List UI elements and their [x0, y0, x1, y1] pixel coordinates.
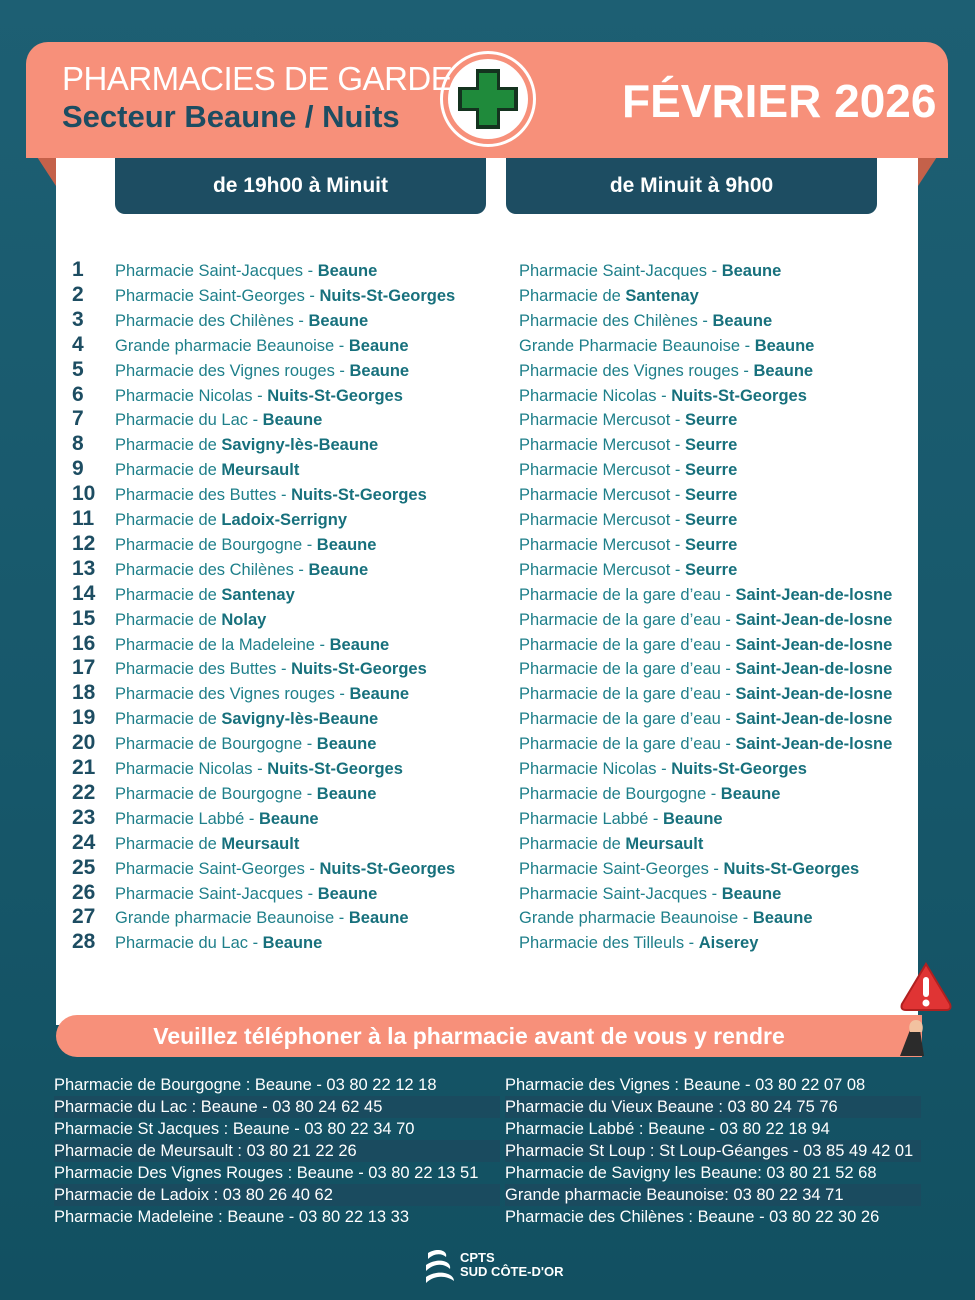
- pharmacy-city: Santenay: [625, 287, 699, 305]
- pharmacy-city: Beaune: [316, 536, 377, 554]
- day-number: 10: [72, 482, 96, 505]
- pharmacy-name: Pharmacie de Bourgogne -: [519, 785, 721, 803]
- day-number: 26: [72, 881, 96, 904]
- pharmacy-city: Seurre: [684, 411, 738, 429]
- pharmacy-name: Pharmacie de la gare d’eau -: [519, 685, 736, 703]
- pharmacy-name: Pharmacie des Tilleuls -: [519, 934, 699, 952]
- evening-pharmacy: [115, 657, 427, 681]
- night-pharmacy: [519, 757, 807, 781]
- pharmacy-name: Pharmacie du Lac -: [115, 934, 263, 952]
- night-pharmacy: [519, 732, 892, 756]
- night-pharmacy: [519, 309, 772, 333]
- pharmacy-name: Pharmacie de Bourgogne -: [115, 735, 317, 753]
- pharmacy-name: Pharmacie Nicolas -: [519, 387, 672, 405]
- phone-entry: Pharmacie des Vignes : Beaune - 03 80 22 07 08: [505, 1076, 866, 1094]
- pharmacy-name: Grande pharmacie Beaunoise -: [519, 909, 753, 927]
- night-pharmacy: [519, 558, 737, 582]
- pharmacy-name: Pharmacie Saint-Jacques -: [519, 885, 722, 903]
- evening-pharmacy: [115, 508, 347, 532]
- pharmacy-city: Savigny-lès-Beaune: [221, 710, 379, 728]
- pharmacy-city: Beaune: [348, 337, 409, 355]
- night-pharmacy: [519, 633, 892, 657]
- pharmacy-city: Seurre: [684, 486, 738, 504]
- pharmacy-name: Pharmacie Nicolas -: [115, 760, 268, 778]
- pharmacy-city: Beaune: [316, 735, 377, 753]
- phone-entry: Grande pharmacie Beaunoise: 03 80 22 34 71: [505, 1184, 921, 1206]
- pharmacy-name: Pharmacie Mercusot -: [519, 536, 685, 554]
- phone-entry: Pharmacie de Ladoix : 03 80 26 40 62: [54, 1184, 500, 1206]
- day-number: 8: [72, 432, 84, 455]
- evening-pharmacy: [115, 732, 376, 756]
- pharmacy-name: Pharmacie de la gare d’eau -: [519, 586, 736, 604]
- pharmacy-city: Meursault: [221, 461, 300, 479]
- evening-pharmacy: [115, 384, 403, 408]
- pharmacy-name: Pharmacie de la Madeleine -: [115, 636, 330, 654]
- pharmacy-name: Grande Pharmacie Beaunoise -: [519, 337, 755, 355]
- pharmacy-city: Nuits-St-Georges: [319, 860, 456, 878]
- logo-line-2: SUD CÔTE-D'OR: [460, 1264, 564, 1279]
- cpts-logo: [424, 1245, 563, 1285]
- night-pharmacy: [519, 334, 814, 358]
- phone-entry: Pharmacie Des Vignes Rouges : Beaune - 03 80 22 13 51: [54, 1164, 479, 1182]
- day-number: 17: [72, 656, 96, 679]
- pharmacy-city: Nuits-St-Georges: [671, 387, 807, 405]
- pharmacy-name: Pharmacie Saint-Jacques -: [115, 885, 318, 903]
- pharmacy-city: Beaune: [720, 785, 781, 803]
- evening-pharmacy: [115, 608, 266, 632]
- pharmacy-city: Beaune: [259, 810, 319, 828]
- pharmacy-name: Pharmacie des Buttes -: [115, 660, 292, 678]
- pharmacy-city: Meursault: [221, 835, 300, 853]
- evening-pharmacy: [115, 309, 368, 333]
- pharmacy-name: Pharmacie de: [115, 436, 222, 454]
- pharmacy-city: Beaune: [754, 337, 815, 355]
- evening-pharmacy: [115, 832, 299, 856]
- day-number: 4: [72, 333, 84, 356]
- evening-pharmacy: [115, 458, 299, 482]
- pharmacy-city: Saint-Jean-de-losne: [735, 735, 893, 753]
- day-number: 12: [72, 532, 96, 555]
- night-pharmacy: [519, 906, 813, 930]
- pharmacy-city: Beaune: [663, 810, 723, 828]
- pharmacy-city: Nuits-St-Georges: [291, 486, 427, 504]
- pharmacy-name: Pharmacie des Chilènes -: [115, 312, 309, 330]
- day-number: 5: [72, 358, 84, 381]
- night-pharmacy: [519, 782, 780, 806]
- evening-pharmacy: [115, 558, 368, 582]
- day-number: 27: [72, 905, 96, 928]
- pharmacy-name: Pharmacie de: [519, 287, 626, 305]
- pharmacy-city: Beaune: [349, 362, 410, 380]
- pharmacy-name: Pharmacie Mercusot -: [519, 411, 685, 429]
- pharmacy-city: Beaune: [262, 934, 323, 952]
- phone-entry: Pharmacie des Chilènes : Beaune - 03 80 22 30 26: [505, 1208, 880, 1226]
- night-pharmacy: [519, 508, 737, 532]
- pharmacy-city: Beaune: [317, 885, 378, 903]
- evening-pharmacy: [115, 757, 403, 781]
- logo-line-1: CPTS: [460, 1250, 495, 1265]
- pharmacy-city: Seurre: [684, 461, 738, 479]
- cpts-wave-icon: [424, 1245, 458, 1285]
- phone-entry: Pharmacie Madeleine : Beaune - 03 80 22 13 33: [54, 1208, 409, 1226]
- month-label: FÉVRIER 2026: [622, 75, 937, 127]
- pharmacy-name: Pharmacie Labbé -: [519, 810, 663, 828]
- day-number: 19: [72, 706, 96, 729]
- pharmacy-city: Saint-Jean-de-losne: [735, 636, 893, 654]
- phone-entry: Pharmacie de Savigny les Beaune: 03 80 21 52 68: [505, 1164, 877, 1182]
- evening-pharmacy: [115, 359, 409, 383]
- day-number: 11: [72, 507, 95, 530]
- pharmacy-city: Nuits-St-Georges: [723, 860, 860, 878]
- pharmacy-name: Pharmacie des Buttes -: [115, 486, 292, 504]
- pharmacy-name: Pharmacie Nicolas -: [519, 760, 672, 778]
- pharmacy-name: Pharmacie de: [519, 835, 626, 853]
- pharmacy-city: Beaune: [348, 909, 409, 927]
- pharmacy-city: Beaune: [308, 312, 369, 330]
- pharmacy-name: Pharmacie Mercusot -: [519, 511, 685, 529]
- evening-pharmacy: [115, 857, 455, 881]
- pharmacy-name: Pharmacie des Vignes rouges -: [115, 362, 350, 380]
- pharmacy-city: Saint-Jean-de-losne: [735, 660, 893, 678]
- pharmacy-city: Saint-Jean-de-losne: [735, 685, 893, 703]
- pharmacy-city: Seurre: [684, 536, 738, 554]
- pharmacy-name: Pharmacie de: [115, 586, 222, 604]
- pharmacy-city: Beaune: [712, 312, 773, 330]
- day-number: 25: [72, 856, 96, 879]
- pharmacy-city: Beaune: [316, 785, 377, 803]
- pharmacy-name: Pharmacie des Chilènes -: [519, 312, 713, 330]
- evening-pharmacy: [115, 433, 378, 457]
- pharmacy-city: Nuits-St-Georges: [319, 287, 456, 305]
- pharmacy-city: Aiserey: [698, 934, 759, 952]
- day-number: 24: [72, 831, 96, 854]
- night-pharmacy: [519, 657, 892, 681]
- pharmacy-city: Saint-Jean-de-losne: [735, 710, 893, 728]
- evening-pharmacy: [115, 807, 319, 831]
- evening-pharmacy: [115, 707, 378, 731]
- pharmacy-city: Savigny-lès-Beaune: [221, 436, 379, 454]
- night-pharmacy: [519, 384, 807, 408]
- night-pharmacy: [519, 857, 859, 881]
- evening-pharmacy: [115, 334, 409, 358]
- pharmacy-name: Pharmacie de: [115, 835, 222, 853]
- pharmacy-name: Grande pharmacie Beaunoise -: [115, 337, 349, 355]
- page-title: PHARMACIES DE GARDE: [62, 60, 453, 97]
- pharmacy-name: Pharmacie de la gare d’eau -: [519, 735, 736, 753]
- pharmacy-city: Nuits-St-Georges: [291, 660, 427, 678]
- night-pharmacy: [519, 682, 892, 706]
- pharmacy-city: Meursault: [625, 835, 704, 853]
- pharmacy-city: Beaune: [753, 362, 814, 380]
- pharmacy-name: Pharmacie Saint-Georges -: [115, 860, 320, 878]
- evening-pharmacy: [115, 284, 455, 308]
- day-number: 3: [72, 308, 84, 331]
- evening-pharmacy: [115, 782, 376, 806]
- pharmacy-name: Pharmacie de la gare d’eau -: [519, 660, 736, 678]
- day-number: 2: [72, 283, 84, 306]
- pharmacy-name: Pharmacie Mercusot -: [519, 461, 685, 479]
- evening-pharmacy: [115, 882, 377, 906]
- pharmacy-name: Pharmacie de Bourgogne -: [115, 536, 317, 554]
- pharmacy-name: Pharmacie des Vignes rouges -: [115, 685, 350, 703]
- night-pharmacy: [519, 458, 737, 482]
- day-number: 20: [72, 731, 96, 754]
- pharmacy-cross-icon: [440, 51, 536, 147]
- night-pharmacy: [519, 608, 892, 632]
- pharmacy-name: Pharmacie Labbé -: [115, 810, 259, 828]
- pharmacy-name: Pharmacie de: [115, 511, 222, 529]
- day-number: 13: [72, 557, 96, 580]
- pharmacy-city: Seurre: [684, 511, 738, 529]
- pharmacy-name: Pharmacie de: [115, 611, 222, 629]
- pharmacy-city: Beaune: [262, 411, 323, 429]
- pharmacy-city: Saint-Jean-de-losne: [735, 586, 893, 604]
- day-number: 15: [72, 607, 96, 630]
- evening-pharmacy: [115, 682, 409, 706]
- phone-entry: Pharmacie St Loup : St Loup-Géanges - 03 85 49 42 01: [505, 1140, 921, 1162]
- evening-pharmacy: [115, 906, 409, 930]
- pharmacy-name: Pharmacie Saint-Georges -: [519, 860, 724, 878]
- pharmacy-city: Nolay: [221, 611, 267, 629]
- day-number: 28: [72, 930, 96, 953]
- phone-entry: Pharmacie du Vieux Beaune : 03 80 24 75 76: [505, 1096, 921, 1118]
- pharmacy-name: Pharmacie de: [115, 710, 222, 728]
- pharmacy-name: Pharmacie de la gare d’eau -: [519, 636, 736, 654]
- pharmacy-city: Nuits-St-Georges: [267, 760, 403, 778]
- pharmacy-name: Pharmacie des Chilènes -: [115, 561, 309, 579]
- night-pharmacy: [519, 832, 703, 856]
- phone-entry: Pharmacie St Jacques : Beaune - 03 80 22 34 70: [54, 1120, 415, 1138]
- pharmacy-name: Pharmacie de: [115, 461, 222, 479]
- pharmacy-name: Pharmacie des Vignes rouges -: [519, 362, 754, 380]
- pharmacy-name: Pharmacie de Bourgogne -: [115, 785, 317, 803]
- night-pharmacy: [519, 284, 699, 308]
- pharmacy-city: Beaune: [349, 685, 410, 703]
- pharmacy-name: Grande pharmacie Beaunoise -: [115, 909, 349, 927]
- pharmacy-city: Beaune: [317, 262, 378, 280]
- night-pharmacy: [519, 359, 813, 383]
- pharmacy-city: Beaune: [752, 909, 813, 927]
- call-before-notice: Veuillez téléphoner à la pharmacie avant de vous y rendre: [56, 1015, 922, 1057]
- pharmacy-name: Pharmacie Mercusot -: [519, 561, 685, 579]
- pharmacy-city: Beaune: [721, 262, 782, 280]
- pharmacy-name: Pharmacie Saint-Jacques -: [115, 262, 318, 280]
- night-pharmacy: [519, 583, 892, 607]
- day-number: 21: [72, 756, 96, 779]
- day-number: 7: [72, 407, 84, 430]
- pharmacy-city: Nuits-St-Georges: [671, 760, 807, 778]
- evening-pharmacy: [115, 408, 322, 432]
- night-pharmacy: [519, 707, 892, 731]
- day-number: 9: [72, 457, 84, 480]
- phone-entry: Pharmacie de Meursault : 03 80 21 22 26: [54, 1140, 500, 1162]
- night-pharmacy: [519, 483, 737, 507]
- pharmacy-city: Beaune: [329, 636, 390, 654]
- pharmacy-city: Santenay: [221, 586, 295, 604]
- pharmacy-city: Seurre: [684, 436, 738, 454]
- page-subtitle: Secteur Beaune / Nuits: [62, 99, 400, 134]
- pharmacy-name: Pharmacie Nicolas -: [115, 387, 268, 405]
- warning-icon: [880, 960, 952, 1061]
- night-pharmacy: [519, 433, 737, 457]
- night-pharmacy: [519, 259, 781, 283]
- night-pharmacy: [519, 533, 737, 557]
- night-pharmacy: [519, 931, 758, 955]
- phone-entry: Pharmacie de Bourgogne : Beaune - 03 80 22 12 18: [54, 1076, 437, 1094]
- day-number: 14: [72, 582, 96, 605]
- pharmacy-name: Pharmacie de la gare d’eau -: [519, 710, 736, 728]
- evening-pharmacy: [115, 483, 427, 507]
- pharmacy-city: Beaune: [721, 885, 782, 903]
- phone-entry: Pharmacie du Lac : Beaune - 03 80 24 62 45: [54, 1096, 500, 1118]
- day-number: 22: [72, 781, 96, 804]
- pharmacy-name: Pharmacie Mercusot -: [519, 436, 685, 454]
- night-pharmacy: [519, 807, 723, 831]
- pharmacy-name: Pharmacie Saint-Georges -: [115, 287, 320, 305]
- evening-pharmacy: [115, 633, 389, 657]
- night-pharmacy: [519, 408, 737, 432]
- pharmacy-name: Pharmacie Saint-Jacques -: [519, 262, 722, 280]
- pharmacy-city: Nuits-St-Georges: [267, 387, 403, 405]
- evening-pharmacy: [115, 583, 295, 607]
- evening-pharmacy: [115, 533, 376, 557]
- pharmacy-city: Ladoix-Serrigny: [221, 511, 348, 529]
- pharmacy-name: Pharmacie de la gare d’eau -: [519, 611, 736, 629]
- day-number: 1: [72, 258, 84, 281]
- pharmacy-city: Seurre: [684, 561, 738, 579]
- column-header-night: de Minuit à 9h00: [506, 158, 877, 214]
- day-number: 18: [72, 681, 96, 704]
- pharmacy-name: Pharmacie du Lac -: [115, 411, 263, 429]
- pharmacy-name: Pharmacie Mercusot -: [519, 486, 685, 504]
- day-number: 23: [72, 806, 96, 829]
- evening-pharmacy: [115, 931, 322, 955]
- pharmacy-city: Saint-Jean-de-losne: [735, 611, 893, 629]
- night-pharmacy: [519, 882, 781, 906]
- evening-pharmacy: [115, 259, 377, 283]
- day-number: 16: [72, 632, 96, 655]
- day-number: 6: [72, 383, 84, 406]
- phone-entry: Pharmacie Labbé : Beaune - 03 80 22 18 94: [505, 1120, 830, 1138]
- column-header-evening: de 19h00 à Minuit: [115, 158, 486, 214]
- pharmacy-city: Beaune: [308, 561, 369, 579]
